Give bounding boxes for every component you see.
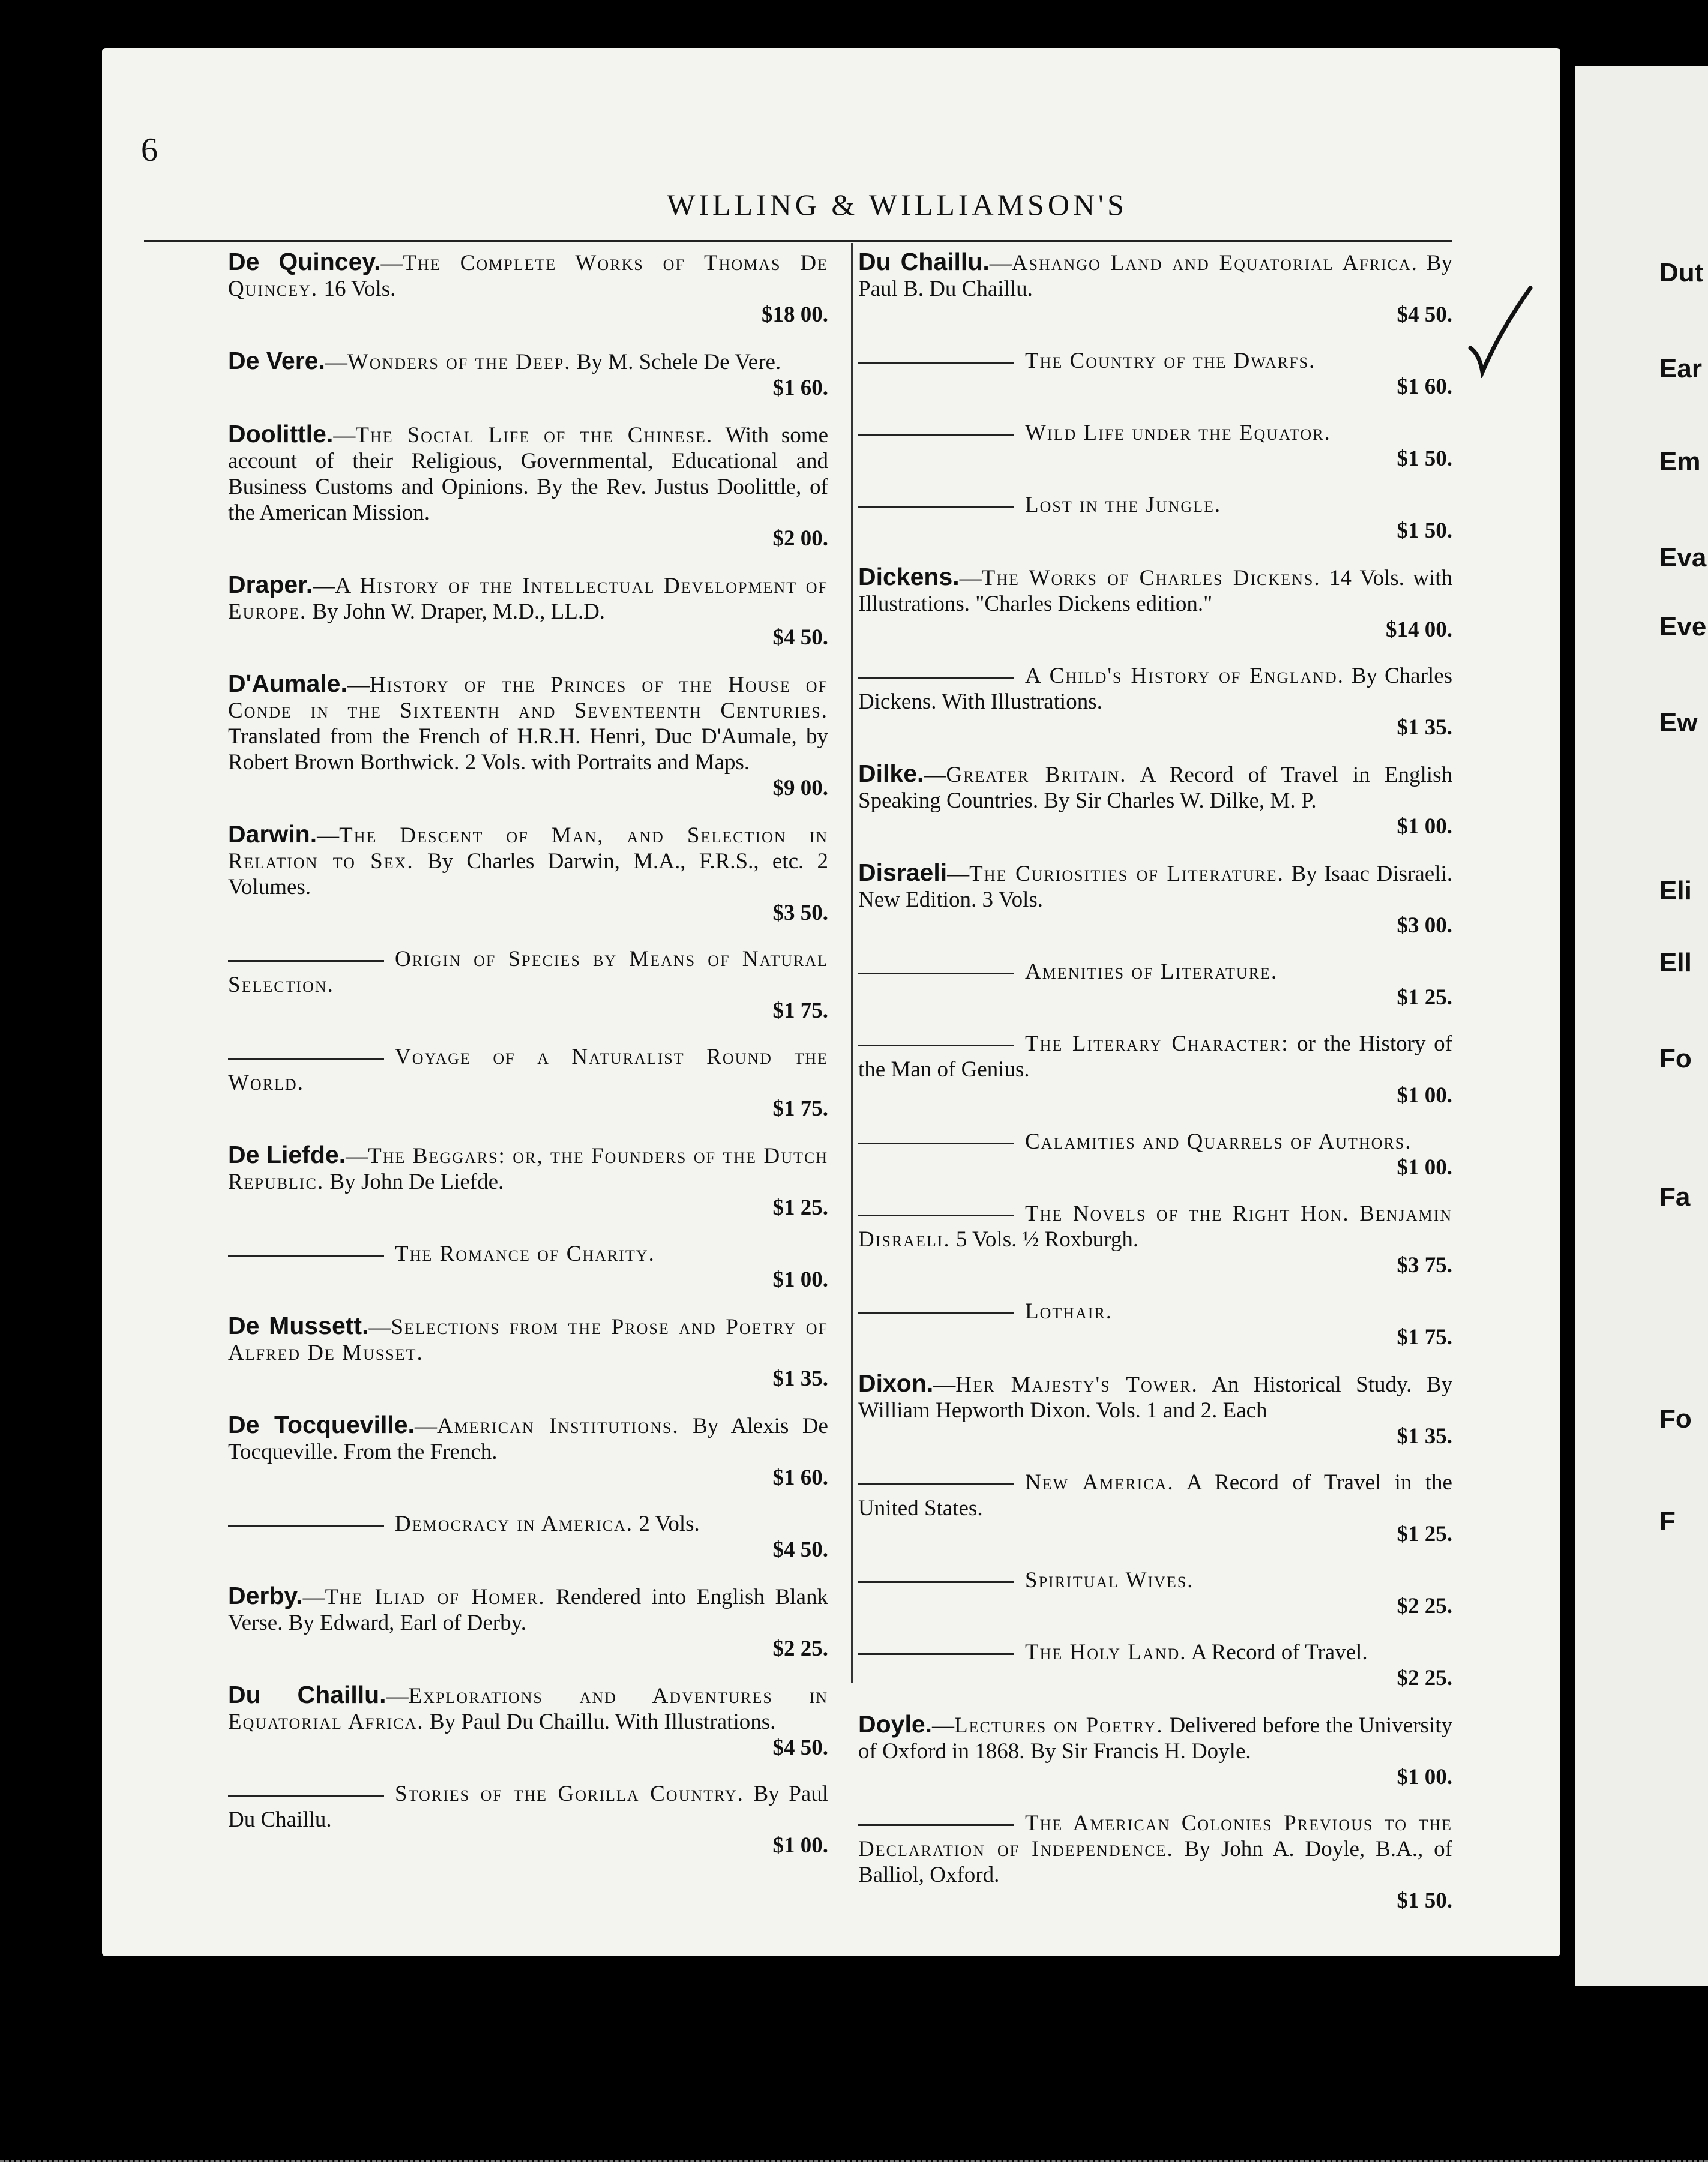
entry-description: By Paul Du Chaillu. With Illustrations.	[424, 1710, 776, 1734]
catalog-entry	[228, 1412, 828, 1491]
entry-title: Her Majesty's Tower.	[955, 1372, 1198, 1397]
entry-separator: —	[989, 251, 1012, 275]
catalog-entry	[858, 348, 1452, 400]
entry-price: $1 25.	[1397, 1522, 1452, 1546]
entry-price: $9 00.	[772, 776, 828, 800]
entry-price: $4 50.	[772, 625, 828, 650]
checkmark-icon	[1464, 282, 1536, 378]
entry-price: $1 50.	[1397, 446, 1452, 471]
entry-price: $1 60.	[772, 1465, 828, 1490]
entry-author: D'Aumale.	[228, 670, 347, 697]
entry-title: Greater Britain.	[946, 763, 1127, 787]
adjacent-page-fragment: Dut	[1659, 258, 1704, 287]
catalog-entry	[858, 1711, 1452, 1790]
entry-author: Du Chaillu.	[858, 248, 990, 275]
ditto-rule	[228, 1525, 384, 1527]
adjacent-page-edge	[1575, 66, 1708, 1986]
entry-price: $1 00.	[772, 1833, 828, 1858]
entry-separator: —	[386, 1684, 409, 1708]
catalog-entry	[858, 1129, 1452, 1180]
adjacent-page-fragment: Fa	[1659, 1182, 1691, 1212]
ditto-rule	[858, 973, 1014, 974]
entry-title: Lothair.	[1025, 1299, 1113, 1324]
entry-author: Draper.	[228, 571, 313, 598]
catalog-entry	[228, 671, 828, 801]
catalog-entry	[228, 1511, 828, 1563]
catalog-entry	[228, 1044, 828, 1122]
catalog-entry	[858, 1470, 1452, 1547]
entry-title: The Iliad of Homer.	[325, 1585, 546, 1609]
catalog-entry	[858, 492, 1452, 544]
entry-price: $1 00.	[1397, 1155, 1452, 1180]
entry-price: $2 25.	[1397, 1594, 1452, 1618]
ditto-rule	[858, 362, 1014, 364]
page-number: 6	[141, 131, 158, 169]
entry-title: The Novels of the Right Hon. Benjamin Disraeli.	[858, 1201, 1452, 1252]
entry-title: The Complete Works of Thomas De Quincey.	[228, 251, 828, 301]
entry-description: By Alexis De Tocqueville. From the French.	[228, 1414, 828, 1464]
ditto-rule	[858, 1215, 1014, 1216]
catalog-entry	[228, 1142, 828, 1221]
entry-separator: —	[302, 1585, 325, 1609]
adjacent-page-fragment: Eva	[1659, 543, 1707, 572]
entry-price: $1 75.	[1397, 1325, 1452, 1350]
entry-title: The Romance of Charity.	[395, 1242, 655, 1266]
entry-description: By Isaac Disraeli. New Edition. 3 Vols.	[858, 862, 1453, 912]
entry-price: $1 00.	[1397, 1765, 1452, 1789]
entry-separator: —	[414, 1414, 437, 1438]
entry-title: Wild Life under the Equator.	[1025, 421, 1331, 445]
entry-price: $1 35.	[1397, 1424, 1452, 1449]
entry-title: Lost in the Jungle.	[1025, 493, 1222, 517]
ditto-rule	[858, 1581, 1014, 1583]
entry-author: De Vere.	[228, 347, 325, 374]
catalog-entry	[858, 860, 1452, 938]
entry-author: De Mussett.	[228, 1312, 369, 1339]
adjacent-page-fragment: Eli	[1659, 876, 1692, 905]
ditto-rule	[858, 1824, 1014, 1826]
entry-price: $2 25.	[772, 1636, 828, 1661]
catalog-entry	[228, 348, 828, 401]
entry-title: Voyage of a Naturalist Round the World.	[228, 1045, 828, 1095]
entry-title: A History of the Intellectual Development of Europe.	[228, 574, 828, 624]
entry-description: A Record of Travel in the United States.	[858, 1470, 1452, 1521]
entry-title: Selections from the Prose and Poetry of Alfred De Musset.	[228, 1315, 828, 1365]
ditto-rule	[858, 1143, 1014, 1144]
entry-description: By Paul Du Chaillu.	[228, 1782, 828, 1832]
ditto-rule	[858, 1045, 1014, 1046]
entry-separator: —	[347, 673, 370, 697]
entry-title: Spiritual Wives.	[1025, 1568, 1194, 1593]
right-column	[858, 249, 1452, 1934]
catalog-entry	[858, 1371, 1452, 1449]
entry-description: Delivered before the University of Oxford in 1868. By Sir Francis H. Doyle.	[858, 1713, 1452, 1764]
entry-author: Dixon.	[858, 1369, 934, 1397]
entry-separator: —	[932, 1713, 955, 1738]
entry-description: 5 Vols. ½ Roxburgh.	[950, 1227, 1139, 1252]
entry-title: Democracy in America.	[395, 1512, 634, 1536]
entry-description: By M. Schele De Vere.	[571, 350, 781, 374]
entry-title: Wonders of the Deep.	[347, 350, 571, 374]
entry-price: $4 50.	[1397, 302, 1452, 327]
entry-description: A Record of Travel in English Speaking Countries. By Sir Charles W. Dilke, M. P.	[858, 763, 1452, 813]
adjacent-page-fragment: F	[1659, 1506, 1676, 1536]
entry-title: Ashango Land and Equatorial Africa.	[1011, 251, 1418, 275]
entry-title: The Beggars: or, the Founders of the Dutch Republic.	[228, 1144, 828, 1194]
entry-price: $1 25.	[1397, 985, 1452, 1010]
entry-price: $1 00.	[1397, 814, 1452, 839]
catalog-entry	[228, 249, 828, 328]
adjacent-page-fragment: Eve	[1659, 612, 1707, 641]
entry-description: By John De Liefde.	[324, 1170, 504, 1194]
entry-description: 2 Vols.	[633, 1512, 700, 1536]
entry-author: Doolittle.	[228, 420, 334, 448]
ditto-rule	[858, 677, 1014, 679]
entry-description: By John W. Draper, M.D., LL.D.	[307, 599, 606, 624]
catalog-entry	[858, 663, 1452, 740]
entry-title: American Institutions.	[436, 1414, 679, 1438]
entry-description: 16 Vols.	[318, 277, 396, 301]
column-divider	[851, 243, 853, 1683]
catalog-entry	[858, 1567, 1452, 1619]
entry-description: With some account of their Religious, Governmental, Educational and Business Customs and Opinions. By the Rev. Justus Doolittle, of the American Mission.	[228, 423, 828, 525]
entry-title: History of the Princes of the House of Conde in the Sixteenth and Seventeenth Centuries.	[228, 673, 828, 723]
adjacent-page-fragment: Em	[1659, 447, 1701, 476]
entry-price: $18 00.	[762, 302, 828, 327]
entry-separator: —	[368, 1315, 391, 1339]
adjacent-page-fragment: Fo	[1659, 1044, 1692, 1073]
entry-price: $2 25.	[1397, 1666, 1452, 1690]
catalog-entry	[858, 249, 1452, 328]
entry-price: $3 00.	[1397, 913, 1452, 938]
catalog-entry	[858, 959, 1452, 1010]
entry-author: Doyle.	[858, 1710, 933, 1738]
entry-price: $3 50.	[772, 901, 828, 925]
adjacent-page-fragment: Ew	[1659, 708, 1698, 737]
entry-separator: —	[947, 862, 970, 886]
adjacent-page-fragment: Ell	[1659, 948, 1692, 977]
entry-author: Darwin.	[228, 820, 317, 848]
entry-title: The Works of Charles Dickens.	[981, 566, 1321, 590]
entry-separator: —	[317, 823, 340, 848]
catalog-entry	[228, 421, 828, 551]
entry-title: Origin of Species by Means of Natural Selection.	[228, 947, 828, 997]
adjacent-page-fragment: Fo	[1659, 1404, 1692, 1434]
entry-title: The Holy Land.	[1025, 1640, 1187, 1665]
entry-price: $1 00.	[1397, 1083, 1452, 1108]
catalog-entry	[228, 572, 828, 650]
entry-title: Explorations and Adventures in Equatorial Africa.	[228, 1684, 829, 1734]
entry-separator: —	[380, 251, 403, 275]
entry-description: By Charles Dickens. With Illustrations.	[858, 664, 1453, 714]
catalog-entry	[228, 1313, 828, 1392]
header-rule	[144, 240, 1452, 242]
entry-separator: —	[325, 350, 347, 374]
entry-description: By Charles Darwin, M.A., F.R.S., etc. 2 Volumes.	[228, 849, 829, 899]
entry-title: The Country of the Dwarfs.	[1025, 349, 1316, 373]
entry-title: New America.	[1025, 1470, 1174, 1495]
entry-separator: —	[933, 1372, 956, 1397]
ditto-rule	[228, 1255, 384, 1257]
catalog-entry	[858, 1639, 1452, 1691]
catalog-entry	[228, 1781, 828, 1858]
entry-description: Rendered into English Blank Verse. By Edward, Earl of Derby.	[228, 1585, 828, 1635]
ditto-rule	[858, 506, 1014, 508]
entry-separator: —	[313, 574, 335, 598]
entry-description: 14 Vols. with Illustrations. "Charles Dickens edition."	[858, 566, 1452, 616]
entry-price: $4 50.	[772, 1735, 828, 1760]
catalog-entry	[228, 1583, 828, 1662]
entry-price: $1 60.	[1397, 374, 1452, 399]
entry-price: $1 75.	[772, 1096, 828, 1121]
entry-title: The Curiosities of Literature.	[969, 862, 1284, 886]
catalog-entry	[228, 1241, 828, 1293]
entry-title: The Descent of Man, and Selection in Relation to Sex.	[228, 823, 828, 874]
catalog-entry	[858, 564, 1452, 643]
running-head: WILLING & WILLIAMSON'S	[667, 188, 1128, 221]
catalog-entry	[858, 1031, 1452, 1108]
entry-price: $1 35.	[772, 1366, 828, 1391]
entry-title: The American Colonies Previous to the Declaration of Independence.	[858, 1811, 1452, 1861]
entry-description: or the History of the Man of Genius.	[858, 1031, 1452, 1082]
catalog-entry	[228, 946, 828, 1024]
entry-author: Derby.	[228, 1582, 303, 1609]
entry-price: $2 00.	[772, 526, 828, 551]
entry-price: $1 50.	[1397, 1888, 1452, 1913]
ditto-rule	[858, 1483, 1014, 1485]
entry-author: Dilke.	[858, 760, 924, 787]
entry-author: Dickens.	[858, 563, 960, 590]
ditto-rule	[228, 1795, 384, 1797]
ditto-rule	[858, 1312, 1014, 1314]
catalog-entry	[858, 1810, 1452, 1914]
entry-separator: —	[346, 1144, 368, 1168]
entry-title: A Child's History of England.	[1025, 664, 1344, 688]
entry-description: A Record of Travel.	[1186, 1640, 1368, 1665]
catalog-entry	[858, 761, 1452, 839]
entry-separator: —	[924, 763, 946, 787]
entry-description: By Paul B. Du Chaillu.	[858, 251, 1452, 301]
entry-title: Amenities of Literature.	[1025, 959, 1278, 984]
catalog-entry	[228, 1682, 828, 1761]
catalog-entry	[228, 821, 828, 926]
entry-title: Lectures on Poetry.	[954, 1713, 1164, 1738]
ditto-rule	[858, 1653, 1014, 1655]
entry-price: $1 35.	[1397, 715, 1452, 740]
entry-price: $1 60.	[772, 376, 828, 400]
catalog-entry	[858, 420, 1452, 472]
entry-price: $1 75.	[772, 998, 828, 1023]
entry-description: Translated from the French of H.R.H. Henri, Duc D'Aumale, by Robert Brown Borthwick. 2 Vols. with Portraits and Maps.	[228, 724, 828, 775]
entry-separator: —	[959, 566, 982, 590]
entry-price: $14 00.	[1386, 617, 1452, 642]
entry-author: Du Chaillu.	[228, 1681, 386, 1708]
entry-title: The Social Life of the Chinese.	[355, 423, 714, 448]
entry-title: Calamities and Quarrels of Authors.	[1025, 1129, 1412, 1154]
left-column	[228, 249, 828, 1879]
entry-separator: —	[333, 423, 356, 448]
entry-description: By John A. Doyle, B.A., of Balliol, Oxford.	[858, 1837, 1453, 1887]
entry-title: The Literary Character:	[1025, 1031, 1289, 1056]
catalog-entry	[858, 1201, 1452, 1278]
adjacent-page-fragment: Ear	[1659, 354, 1702, 383]
entry-author: Disraeli	[858, 859, 948, 886]
entry-price: $1 25.	[772, 1195, 828, 1220]
entry-price: $3 75.	[1397, 1253, 1452, 1278]
entry-description: An Historical Study. By William Hepworth Dixon. Vols. 1 and 2. Each	[858, 1372, 1452, 1423]
entry-author: De Quincey.	[228, 248, 381, 275]
entry-title: Stories of the Gorilla Country.	[395, 1782, 744, 1806]
entry-price: $1 00.	[772, 1267, 828, 1292]
ditto-rule	[858, 434, 1014, 436]
entry-author: De Liefde.	[228, 1141, 346, 1168]
entry-author: De Tocqueville.	[228, 1411, 415, 1438]
entry-price: $1 50.	[1397, 518, 1452, 543]
ditto-rule	[228, 1058, 384, 1060]
catalog-entry	[858, 1299, 1452, 1350]
entry-price: $4 50.	[772, 1537, 828, 1562]
ditto-rule	[228, 960, 384, 962]
